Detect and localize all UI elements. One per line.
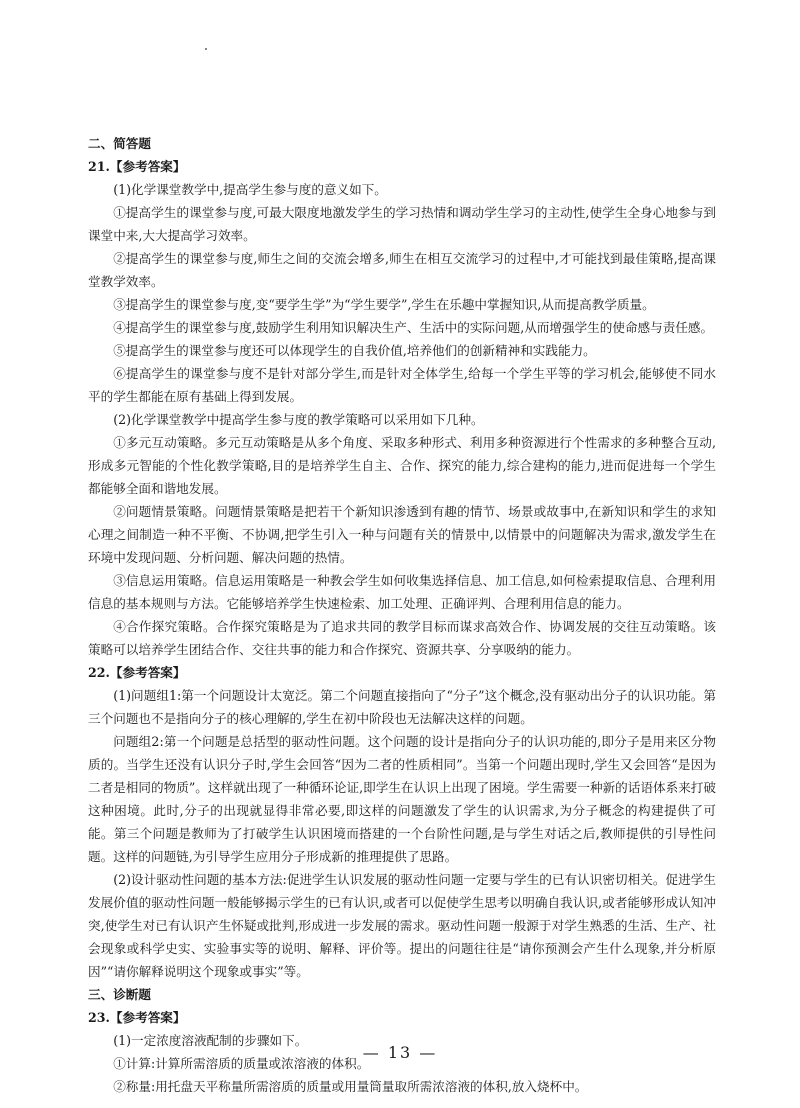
q21-strategy-3: ③信息运用策略。信息运用策略是一种教会学生如何收集选择信息、加工信息,如何检索提取信息、合理利用信息的基本规则与方法。它能够培养学生快速检索、加工处理、正确评判、合理利用信息的能力。 <box>88 573 716 611</box>
q23-part1-intro: (1)一定浓度溶液配制的步骤如下。 <box>113 1033 308 1048</box>
q22-paragraph-1: (1)问题组1:第一个问题设计太宽泛。第二个问题直接指向了“分子”这个概念,没有驱动出分子的认识功能。第三个问题也不是指向分子的核心理解的,学生在初中阶段也无法解决这样的问题。 <box>88 688 716 726</box>
q22-heading: 22.【参考答案】 <box>88 665 186 680</box>
q21-point-2: ②提高学生的课堂参与度,师生之间的交流会增多,师生在相互交流学习的过程中,才可能找到最佳策略,提高课堂教学效率。 <box>88 251 716 289</box>
q21-point-1: ①提高学生的课堂参与度,可最大限度地激发学生的学习热情和调动学生学习的主动性,使学生全身心地参与到课堂中来,大大提高学习效率。 <box>88 205 716 243</box>
q21-point-3: ③提高学生的课堂参与度,变“要学生学”为“学生要学”,学生在乐趣中掌握知识,从而提高教学质量。 <box>113 297 655 312</box>
section-heading-short-answer: 二、简答题 <box>88 136 151 151</box>
q21-heading: 21.【参考答案】 <box>88 159 186 174</box>
q23-step-2: ②称量:用托盘天平称量所需溶质的质量或用量筒量取所需浓溶液的体积,放入烧杯中。 <box>113 1079 588 1094</box>
q21-part2-intro: (2)化学课堂教学中提高学生参与度的教学策略可以采用如下几种。 <box>113 412 484 427</box>
q21-strategy-4: ④合作探究策略。合作探究策略是为了追求共同的教学目标而谋求高效合作、协调发展的交往互动策略。该策略可以培养学生团结合作、交往共事的能力和合作探究、资源共享、分享吸纳的能力。 <box>88 619 716 657</box>
scan-speck <box>205 48 207 50</box>
answer-content <box>88 132 716 1098</box>
q21-strategy-2: ②问题情景策略。问题情景策略是把若干个新知识渗透到有趣的情节、场景或故事中,在新知识和学生的求知心理之间制造一种不平衡、不协调,把学生引入一种与问题有关的情景中,以情景中的问题解决为需求,激发学生在环境中发现问题、分析问题、解决问题的热情。 <box>88 504 716 565</box>
q21-strategy-1: ①多元互动策略。多元互动策略是从多个角度、采取多种形式、利用多种资源进行个性需求的多种整合互动,形成多元智能的个性化教学策略,目的是培养学生自主、合作、探究的能力,综合建构的能力,进而促进每一个学生都能够全面和谐地发展。 <box>88 435 716 496</box>
q21-point-6: ⑥提高学生的课堂参与度不是针对部分学生,而是针对全体学生,给每一个学生平等的学习机会,能够使不同水平的学生都能在原有基础上得到发展。 <box>88 366 716 404</box>
q22-paragraph-2: 问题组2:第一个问题是总括型的驱动性问题。这个问题的设计是指向分子的认识功能的,即分子是用来区分物质的。当学生还没有认识分子时,学生会回答“因为二者的性质相同”。当第一个问题出现时,学生又会回答“是因为二者是相同的物质”。这样就出现了一种循环论证,即学生在认识上出现了困境。学生需要一种新的话语体系来打破这种困境。此时,分子的出现就显得非常必要,即这样的问题激发了学生的认识需求,为分子概念的构建提供了可能。第三个问题是教师为了打破学生认识困境而搭建的一个台阶性问题,是与学生对话之后,教师提供的引导性问题。这样的问题链,为引导学生应用分子形成新的推理提供了思路。 <box>88 734 716 864</box>
section-heading-diagnosis: 三、诊断题 <box>88 987 151 1002</box>
q23-step-1: ①计算:计算所需溶质的质量或浓溶液的体积。 <box>113 1056 370 1071</box>
q23-heading: 23.【参考答案】 <box>88 1010 186 1025</box>
q22-paragraph-3: (2)设计驱动性问题的基本方法:促进学生认识发展的驱动性问题一定要与学生的已有认识密切相关。促进学生发展价值的驱动性问题一般能够揭示学生的已有认识,或者可以促使学生思考以明确自我认识,或者能够形成认知冲突,使学生对已有认识产生怀疑或批判,形成进一步发展的需求。驱动性问题一般源于对学生熟悉的生活、生产、社会现象或科学史实、实验事实等的说明、解释、评价等。提出的问题往往是“请你预测会产生什么现象,并分析原因”“请你解释说明这个现象或事实”等。 <box>88 872 716 979</box>
q21-point-4: ④提高学生的课堂参与度,鼓励学生利用知识解决生产、生活中的实际问题,从而增强学生的使命感与责任感。 <box>113 320 714 335</box>
q21-point-5: ⑤提高学生的课堂参与度还可以体现学生的自我价值,培养他们的创新精神和实践能力。 <box>113 343 596 358</box>
page-number: — 13 — <box>362 1043 438 1062</box>
q21-part1-intro: (1)化学课堂教学中,提高学生参与度的意义如下。 <box>113 182 387 197</box>
